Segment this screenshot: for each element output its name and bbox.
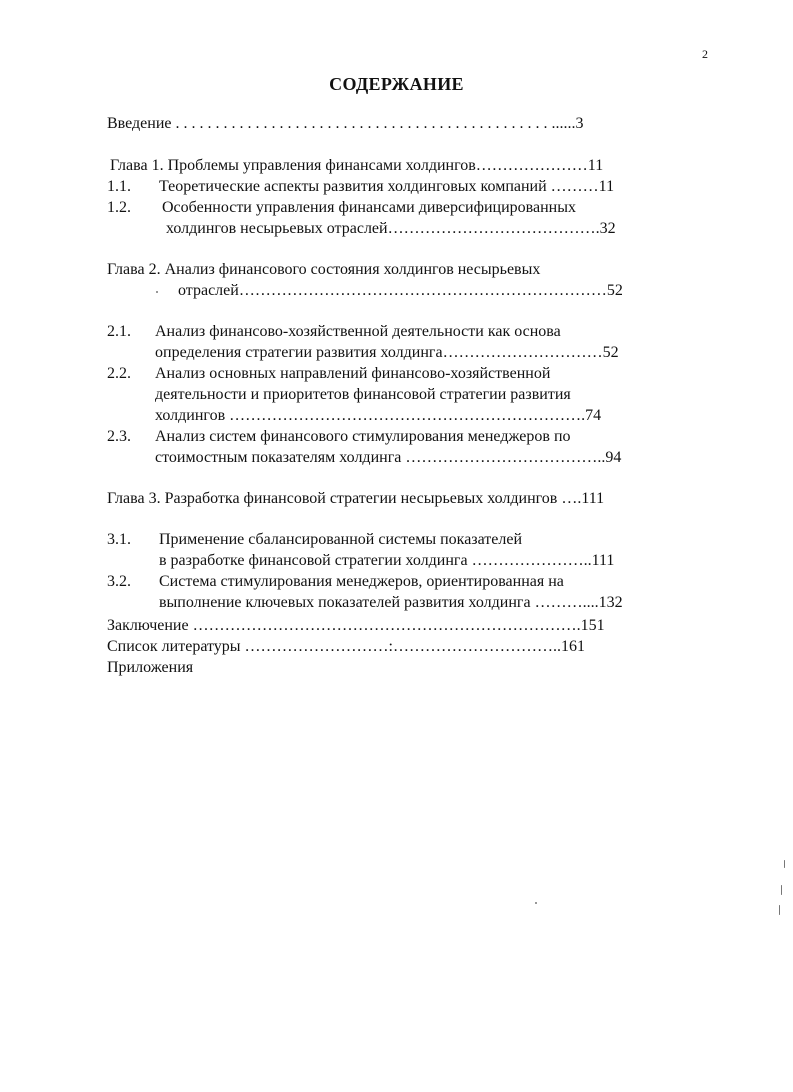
toc-section-2-3-line1: Анализ систем финансового стимулирования менеджеров по <box>155 428 571 445</box>
toc-section-2-2-line2: деятельности и приоритетов финансовой стратегии развития <box>155 386 571 403</box>
toc-section-2-1-number: 2.1. <box>107 323 131 340</box>
scan-speck <box>535 902 537 904</box>
toc-section-3-1-number: 3.1. <box>107 531 131 548</box>
toc-section-2-2-number: 2.2. <box>107 365 131 382</box>
page-title: СОДЕРЖАНИЕ <box>329 74 464 94</box>
toc-section-2-3-number: 2.3. <box>107 428 131 445</box>
toc-section-1-1-number: 1.1. <box>107 178 131 195</box>
toc-section-3-2-line1: Система стимулирования менеджеров, ориентированная на <box>159 573 564 590</box>
toc-chapter-3-heading: Глава 3. Разработка финансовой стратегии несырьевых холдингов ….111 <box>107 490 605 507</box>
toc-section-1-2-line1: Особенности управления финансами диверсифицированных <box>162 199 576 216</box>
scan-speck <box>779 905 780 915</box>
toc-section-1-2-line2: холдингов несырьевых отраслей………………………………….32 <box>166 220 616 237</box>
scan-speck <box>156 291 158 293</box>
toc-appendices: Приложения <box>107 659 194 676</box>
toc-chapter-2-heading-line1: Глава 2. Анализ финансового состояния холдингов несырьевых <box>107 261 541 278</box>
toc-section-2-1-line2: определения стратегии развития холдинга…………………………52 <box>155 344 619 361</box>
toc-section-1-2-number: 1.2. <box>107 199 131 216</box>
toc-conclusion: Заключение ……………………………………………………………….151 <box>107 617 605 634</box>
toc-section-3-1-line1: Применение сбалансированной системы показателей <box>159 531 523 548</box>
page-number: 2 <box>702 47 708 61</box>
toc-chapter-2-heading-line2: отраслей……………………………………………………………52 <box>178 282 623 299</box>
toc-chapter-1-heading: Глава 1. Проблемы управления финансами холдингов…………………11 <box>110 157 604 174</box>
toc-section-3-2-line2: выполнение ключевых показателей развития холдинга ………....132 <box>159 594 623 611</box>
toc-section-2-3-line2: стоимостным показателям холдинга ………………………………..94 <box>155 449 622 466</box>
scan-speck <box>784 860 785 868</box>
toc-section-2-1-line1: Анализ финансово-хозяйственной деятельности как основа <box>155 323 561 340</box>
toc-intro: Введение . . . . . . . . . . . . . . . . . . . . . . . . . . . . . . . . . . . . . . . . . . . . . . . ......3 <box>107 115 584 132</box>
toc-section-3-2-number: 3.2. <box>107 573 131 590</box>
toc-section-1-1-text: Теоретические аспекты развития холдинговых компаний ………11 <box>159 178 615 195</box>
toc-section-2-2-line1: Анализ основных направлений финансово-хозяйственной <box>155 365 551 382</box>
toc-section-3-1-line2: в разработке финансовой стратегии холдинга …………………..111 <box>159 552 615 569</box>
toc-section-2-2-line3: холдингов ………………………………………………………….74 <box>155 407 602 424</box>
scan-speck <box>781 885 782 895</box>
toc-references: Список литературы ………………………:…………………………..161 <box>107 638 585 655</box>
